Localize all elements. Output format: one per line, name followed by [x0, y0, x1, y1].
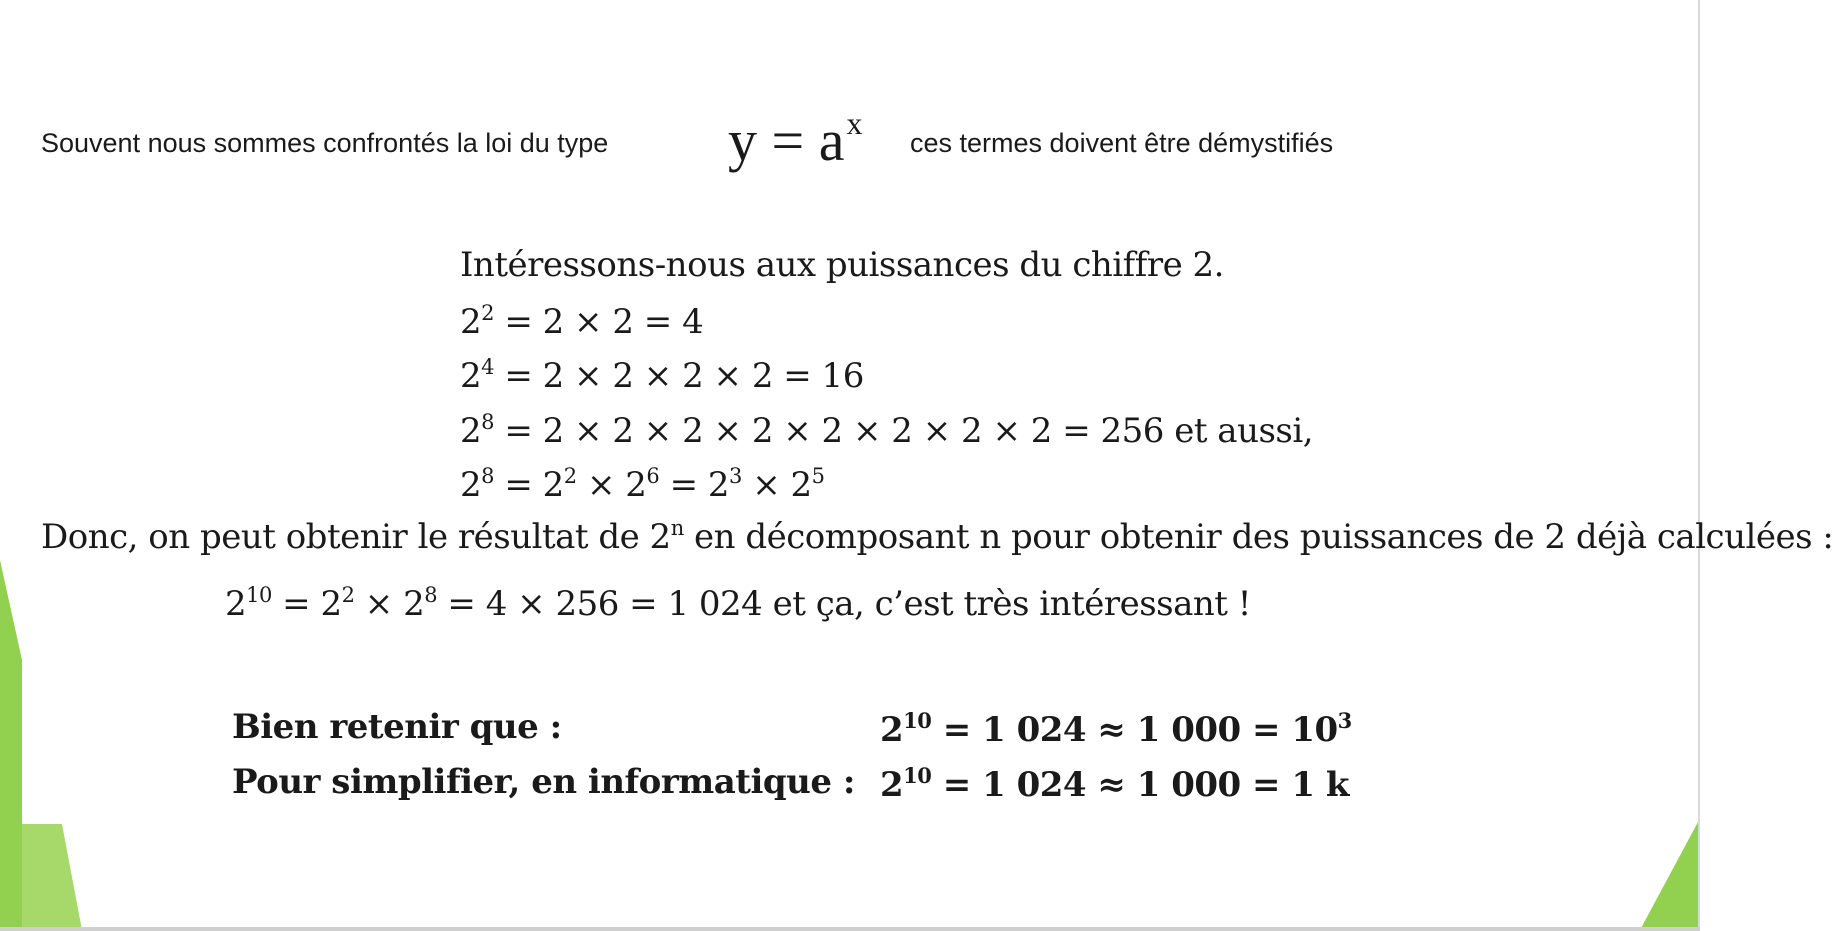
powers-heading: Intéressons-nous aux puissances du chiffre 2. [460, 245, 1224, 285]
informatique-label: Pour simplifier, en informatique : [232, 762, 855, 802]
intro-text: Souvent nous sommes confrontés la loi du type [41, 128, 609, 158]
slide-border-right [1698, 0, 1700, 931]
power-line-2-8-decomposed: $2^8 = 2^2 \times 2^6 = 2^3 \times 2^5$ [460, 464, 825, 505]
informatique-formula: $2^{10} = 1$ 024 ≈ 1 000 = 1 k [880, 763, 1349, 805]
formula-exponent: x [846, 105, 863, 141]
formula-y-equals-a-x [728, 105, 863, 173]
slide-border-bottom [0, 927, 1700, 931]
power-line-2-2: $2^2 = 2 \times 2 = 4$ [460, 301, 704, 342]
example-2-10: $2^{10} = 2^2 \times 2^8 = 4 \times 256 = 1$ 024 et ça, c’est très intéressant ! [225, 583, 1251, 624]
donc-sentence: Donc, on peut obtenir le résultat de 2$^n$ en décomposant n pour obtenir des puissances de 2 déjà calculées : [41, 516, 1833, 557]
bottom-left-green-wedge [22, 824, 82, 930]
power-line-2-4: $2^4 = 2 \times 2 \times 2 \times 2 = 16$ [460, 355, 864, 396]
power-line-2-8: $2^8 = 2 \times 2 \times 2 \times 2 \times 2 \times 2 \times 2 \times 2 = 256$ et aussi, [460, 410, 1314, 451]
retenir-label: Bien retenir que : [232, 707, 562, 747]
left-green-wedge [0, 560, 22, 930]
intro-text-after: ces termes doivent être démystifiés [910, 128, 1334, 158]
retenir-formula: $2^{10} = 1$ 024 ≈ 1 $000 = 10^3$ [880, 708, 1352, 750]
bottom-right-green-wedge [1640, 822, 1698, 930]
formula-base: y = a [728, 108, 845, 173]
